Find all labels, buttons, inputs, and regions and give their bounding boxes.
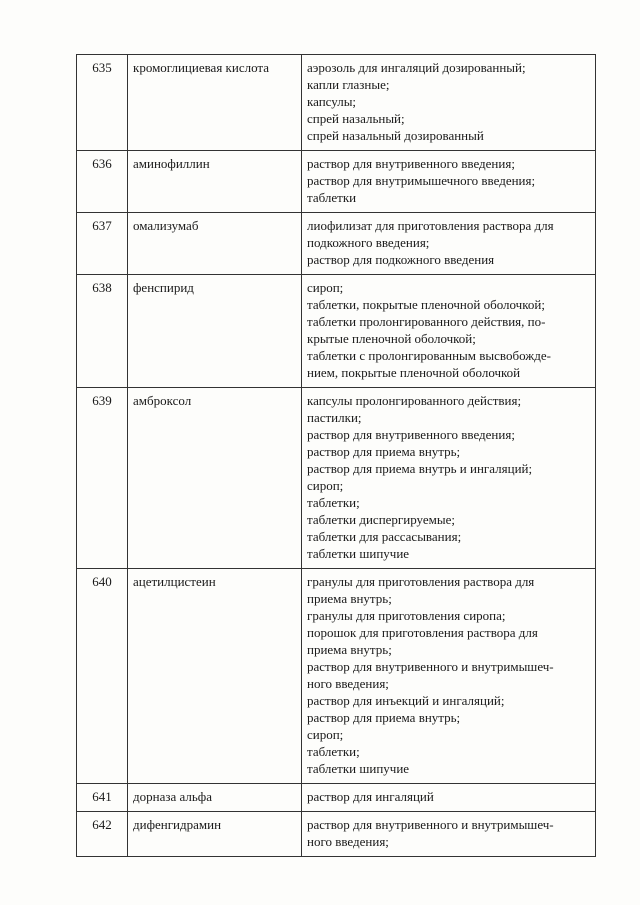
- dosage-form-line: раствор для инъекций и ингаляций;: [307, 693, 505, 708]
- dosage-form-line: приема внутрь;: [307, 642, 392, 657]
- dosage-forms: [302, 151, 596, 213]
- dosage-form-line: гранулы для приготовления сиропа;: [307, 608, 506, 623]
- row-number: 642: [77, 812, 128, 857]
- dosage-form-line: ного введения;: [307, 834, 389, 849]
- dosage-forms: [302, 275, 596, 388]
- dosage-form-line: таблетки: [307, 190, 357, 205]
- dosage-forms: [302, 55, 596, 151]
- dosage-form-line: таблетки с пролонгированным высвобожде-: [307, 348, 551, 363]
- dosage-form-line: таблетки;: [307, 744, 360, 759]
- dosage-form-line: аэрозоль для ингаляций дозированный;: [307, 60, 526, 75]
- dosage-form-line: раствор для внутривенного введения;: [307, 427, 515, 442]
- dosage-form-line: гранулы для приготовления раствора для: [307, 574, 535, 589]
- row-number: 641: [77, 784, 128, 812]
- row-number: 638: [77, 275, 128, 388]
- dosage-form-line: нием, покрытые пленочной оболочкой: [307, 365, 521, 380]
- dosage-form-line: пастилки;: [307, 410, 362, 425]
- table-row: [77, 388, 596, 569]
- drug-name: амброксол: [128, 388, 302, 569]
- drug-table: [76, 54, 596, 857]
- table-row: [77, 784, 596, 812]
- table-row: [77, 55, 596, 151]
- dosage-form-line: приема внутрь;: [307, 591, 392, 606]
- dosage-form-line: таблетки;: [307, 495, 360, 510]
- dosage-form-line: порошок для приготовления раствора для: [307, 625, 538, 640]
- dosage-form-line: капсулы;: [307, 94, 357, 109]
- table-row: [77, 213, 596, 275]
- drug-name: омализумаб: [128, 213, 302, 275]
- dosage-forms: [302, 569, 596, 784]
- drug-table-body: [77, 55, 596, 857]
- dosage-form-line: лиофилизат для приготовления раствора для: [307, 218, 554, 233]
- row-number: 640: [77, 569, 128, 784]
- drug-name: дорназа альфа: [128, 784, 302, 812]
- row-number: 639: [77, 388, 128, 569]
- dosage-form-line: раствор для подкожного введения: [307, 252, 495, 267]
- dosage-form-line: раствор для внутримышечного введения;: [307, 173, 536, 188]
- dosage-form-line: таблетки пролонгированного действия, по-: [307, 314, 546, 329]
- dosage-form-line: раствор для внутривенного и внутримышеч-: [307, 659, 554, 674]
- dosage-form-line: раствор для приема внутрь и ингаляций;: [307, 461, 533, 476]
- dosage-form-line: раствор для внутривенного введения;: [307, 156, 515, 171]
- dosage-forms: [302, 812, 596, 857]
- dosage-form-line: раствор для внутривенного и внутримышеч-: [307, 817, 554, 832]
- row-number: 635: [77, 55, 128, 151]
- dosage-form-line: раствор для приема внутрь;: [307, 710, 461, 725]
- dosage-form-line: спрей назальный дозированный: [307, 128, 484, 143]
- dosage-forms: [302, 213, 596, 275]
- table-row: [77, 812, 596, 857]
- dosage-form-line: капсулы пролонгированного действия;: [307, 393, 522, 408]
- drug-name: дифенгидрамин: [128, 812, 302, 857]
- dosage-forms: [302, 784, 596, 812]
- dosage-form-line: раствор для приема внутрь;: [307, 444, 461, 459]
- row-number: 637: [77, 213, 128, 275]
- dosage-form-line: раствор для ингаляций: [307, 789, 434, 804]
- dosage-form-line: таблетки, покрытые пленочной оболочкой;: [307, 297, 545, 312]
- dosage-form-line: спрей назальный;: [307, 111, 405, 126]
- dosage-form-line: таблетки для рассасывания;: [307, 529, 462, 544]
- dosage-form-line: сироп;: [307, 280, 344, 295]
- dosage-form-line: подкожного введения;: [307, 235, 430, 250]
- dosage-form-line: ного введения;: [307, 676, 389, 691]
- row-number: 636: [77, 151, 128, 213]
- dosage-form-line: таблетки шипучие: [307, 546, 410, 561]
- drug-name: кромоглициевая кислота: [128, 55, 302, 151]
- drug-name: ацетилцистеин: [128, 569, 302, 784]
- dosage-form-line: таблетки шипучие: [307, 761, 410, 776]
- table-row: [77, 275, 596, 388]
- dosage-form-line: крытые пленочной оболочкой;: [307, 331, 476, 346]
- dosage-forms: [302, 388, 596, 569]
- drug-name: аминофиллин: [128, 151, 302, 213]
- table-row: [77, 151, 596, 213]
- dosage-form-line: таблетки диспергируемые;: [307, 512, 455, 527]
- drug-name: фенспирид: [128, 275, 302, 388]
- dosage-form-line: сироп;: [307, 478, 344, 493]
- dosage-form-line: капли глазные;: [307, 77, 390, 92]
- table-row: [77, 569, 596, 784]
- dosage-form-line: сироп;: [307, 727, 344, 742]
